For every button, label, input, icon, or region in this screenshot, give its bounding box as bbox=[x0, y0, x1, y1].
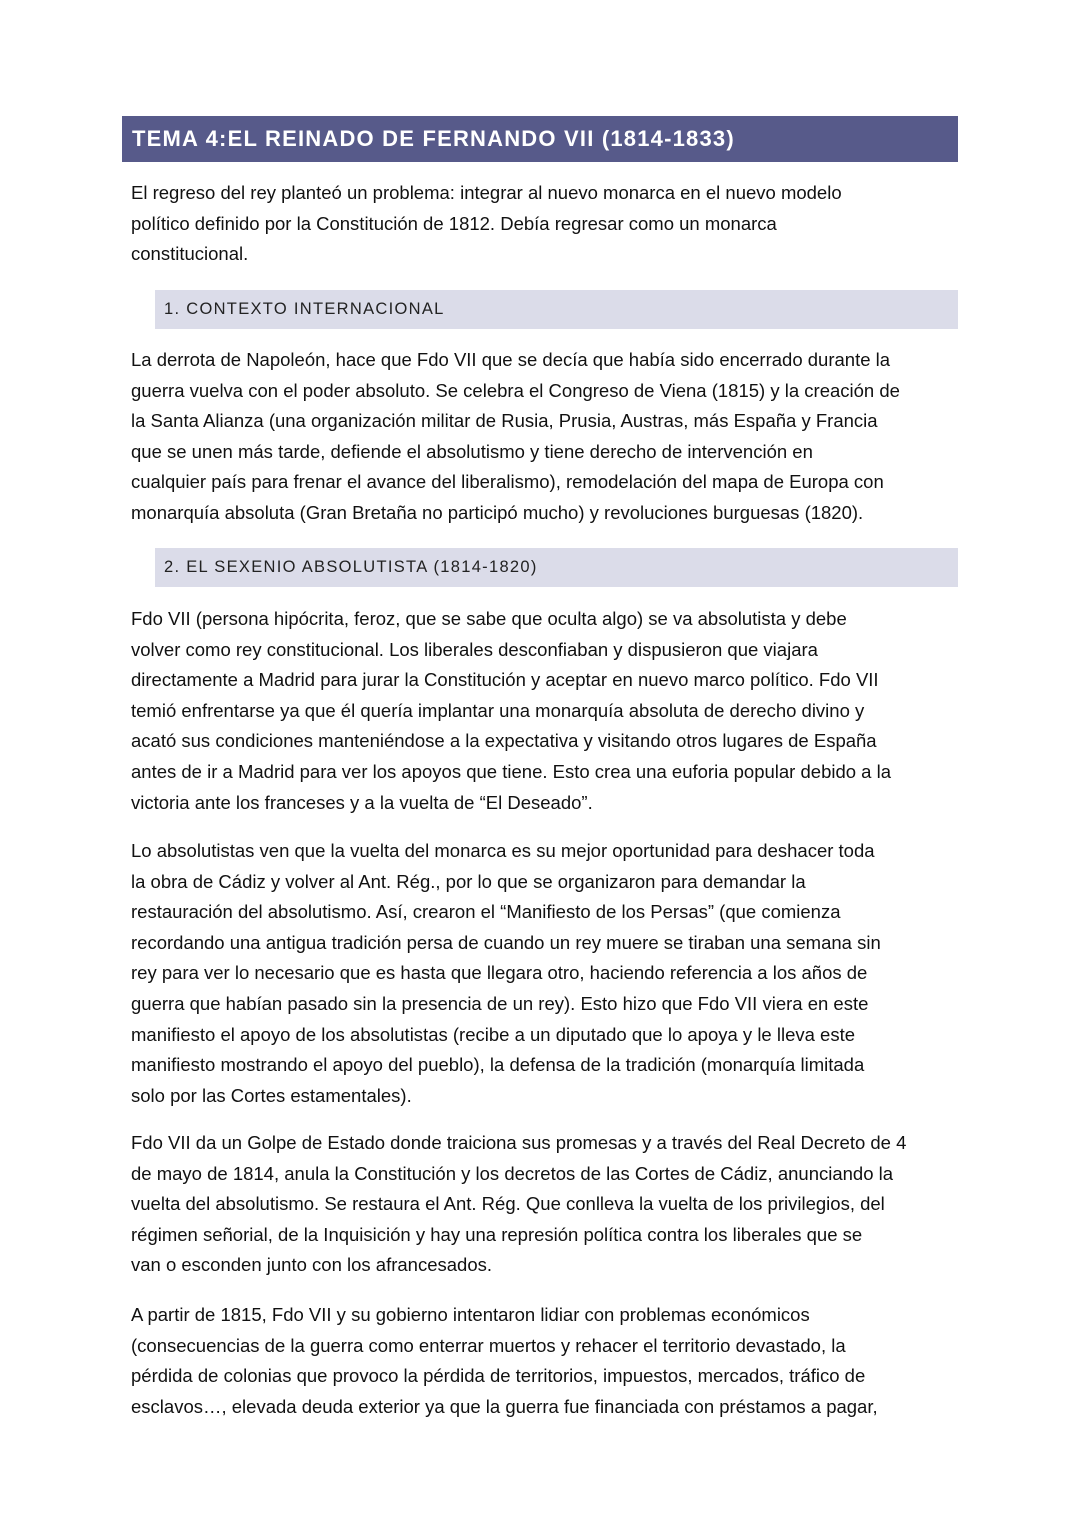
text-line: monarquía absoluta (Gran Bretaña no participó mucho) y revoluciones burguesas (1820). bbox=[131, 501, 864, 523]
text-line: rey para ver lo necesario que es hasta que llegara otro, haciendo referencia a los años de bbox=[131, 962, 868, 984]
text-line: que se unen más tarde, defiende el absolutismo y tiene derecho de intervención en bbox=[131, 440, 813, 462]
text-line: antes de ir a Madrid para ver los apoyos que tiene. Esto crea una euforia popular debido a la bbox=[131, 760, 892, 782]
text-line: la Santa Alianza (una organización militar de Rusia, Prusia, Austras, más España y Francia bbox=[131, 410, 878, 432]
text-line: temió enfrentarse ya que él quería implantar una monarquía absoluta de derecho divino y bbox=[131, 699, 865, 721]
text-line: recordando una antigua tradición persa de cuando un rey muere se tiraban una semana sin bbox=[131, 931, 881, 953]
text-line: Lo absolutistas ven que la vuelta del monarca es su mejor oportunidad para deshacer toda bbox=[131, 840, 875, 861]
text-line: El regreso del rey planteó un problema: integrar al nuevo monarca en el nuevo modelo bbox=[131, 182, 842, 203]
contexto-paragraph bbox=[131, 345, 956, 529]
text-line: Fdo VII (persona hipócrita, feroz, que se sabe que oculta algo) se va absolutista y debe bbox=[131, 608, 847, 629]
text-line: la obra de Cádiz y volver al Ant. Rég., por lo que se organizaron para demandar la bbox=[131, 870, 806, 892]
document-title: TEMA 4:EL REINADO DE FERNANDO VII (1814-1833) bbox=[132, 126, 735, 151]
text-line: manifiesto mostrando el apoyo del pueblo), la defensa de la tradición (monarquía limitada bbox=[131, 1054, 865, 1076]
text-line: directamente a Madrid para jurar la Constitución y aceptar en nuevo marco político. Fdo VII bbox=[131, 669, 879, 691]
text-line: (consecuencias de la guerra como enterrar muertos y rehacer el territorio devastado, la bbox=[131, 1334, 846, 1356]
text-line: vuelta del absolutismo. Se restaura el Ant. Rég. Que conlleva la vuelta de los privilegios, del bbox=[131, 1193, 885, 1215]
text-line: de mayo de 1814, anula la Constitución y los decretos de las Cortes de Cádiz, anunciando la bbox=[131, 1162, 894, 1184]
sexenio-paragraph-2 bbox=[131, 836, 956, 1111]
text-line: régimen señorial, de la Inquisición y hay una represión política contra los liberales que se bbox=[131, 1223, 863, 1245]
text-line: esclavos…, elevada deuda exterior ya que la guerra fue financiada con préstamos a pagar, bbox=[131, 1395, 878, 1417]
sexenio-paragraph-4 bbox=[131, 1300, 956, 1422]
text-line: victoria ante los franceses y a la vuelta de “El Deseado”. bbox=[131, 791, 593, 813]
text-line: van o esconden junto con los afrancesados. bbox=[131, 1254, 492, 1276]
text-line: solo por las Cortes estamentales). bbox=[131, 1084, 412, 1106]
text-line: Fdo VII da un Golpe de Estado donde traiciona sus promesas y a través del Real Decreto de 4 bbox=[131, 1132, 907, 1153]
section-heading-sexenio-absolutista: 2. EL SEXENIO ABSOLUTISTA (1814-1820) bbox=[164, 558, 538, 576]
text-line: La derrota de Napoleón, hace que Fdo VII que se decía que había sido encerrado durante la bbox=[131, 349, 891, 370]
text-line: constitucional. bbox=[131, 243, 249, 265]
text-line: guerra que habían pasado sin la presencia de un rey). Esto hizo que Fdo VII viera en este bbox=[131, 992, 869, 1014]
title-bar bbox=[122, 116, 958, 162]
text-line: cualquier país para frenar el avance del liberalismo), remodelación del mapa de Europa con bbox=[131, 471, 884, 493]
intro-paragraph bbox=[131, 178, 956, 270]
text-line: acató sus condiciones manteniéndose a la expectativa y visitando otros lugares de España bbox=[131, 730, 877, 752]
text-line: guerra vuelva con el poder absoluto. Se celebra el Congreso de Viena (1815) y la creación de bbox=[131, 379, 900, 401]
text-line: restauración del absolutismo. Así, crearon el “Manifiesto de los Persas” (que comienza bbox=[131, 901, 841, 923]
text-line: volver como rey constitucional. Los liberales desconfiaban y dispusieron que viajara bbox=[131, 638, 818, 660]
text-line: manifiesto el apoyo de los absolutistas (recibe a un diputado que lo apoya y le lleva este bbox=[131, 1023, 856, 1045]
text-line: A partir de 1815, Fdo VII y su gobierno intentaron lidiar con problemas económicos bbox=[131, 1304, 810, 1325]
section-heading-contexto-internacional: 1. CONTEXTO INTERNACIONAL bbox=[164, 300, 445, 318]
sexenio-paragraph-3 bbox=[131, 1128, 956, 1281]
section-heading-bar bbox=[155, 548, 958, 587]
section-heading-bar bbox=[155, 290, 958, 329]
sexenio-paragraph-1 bbox=[131, 604, 956, 818]
text-line: pérdida de colonias que provoco la pérdida de territorios, impuestos, mercados, tráfico de bbox=[131, 1365, 866, 1387]
text-line: político definido por la Constitución de 1812. Debía regresar como un monarca bbox=[131, 212, 777, 234]
